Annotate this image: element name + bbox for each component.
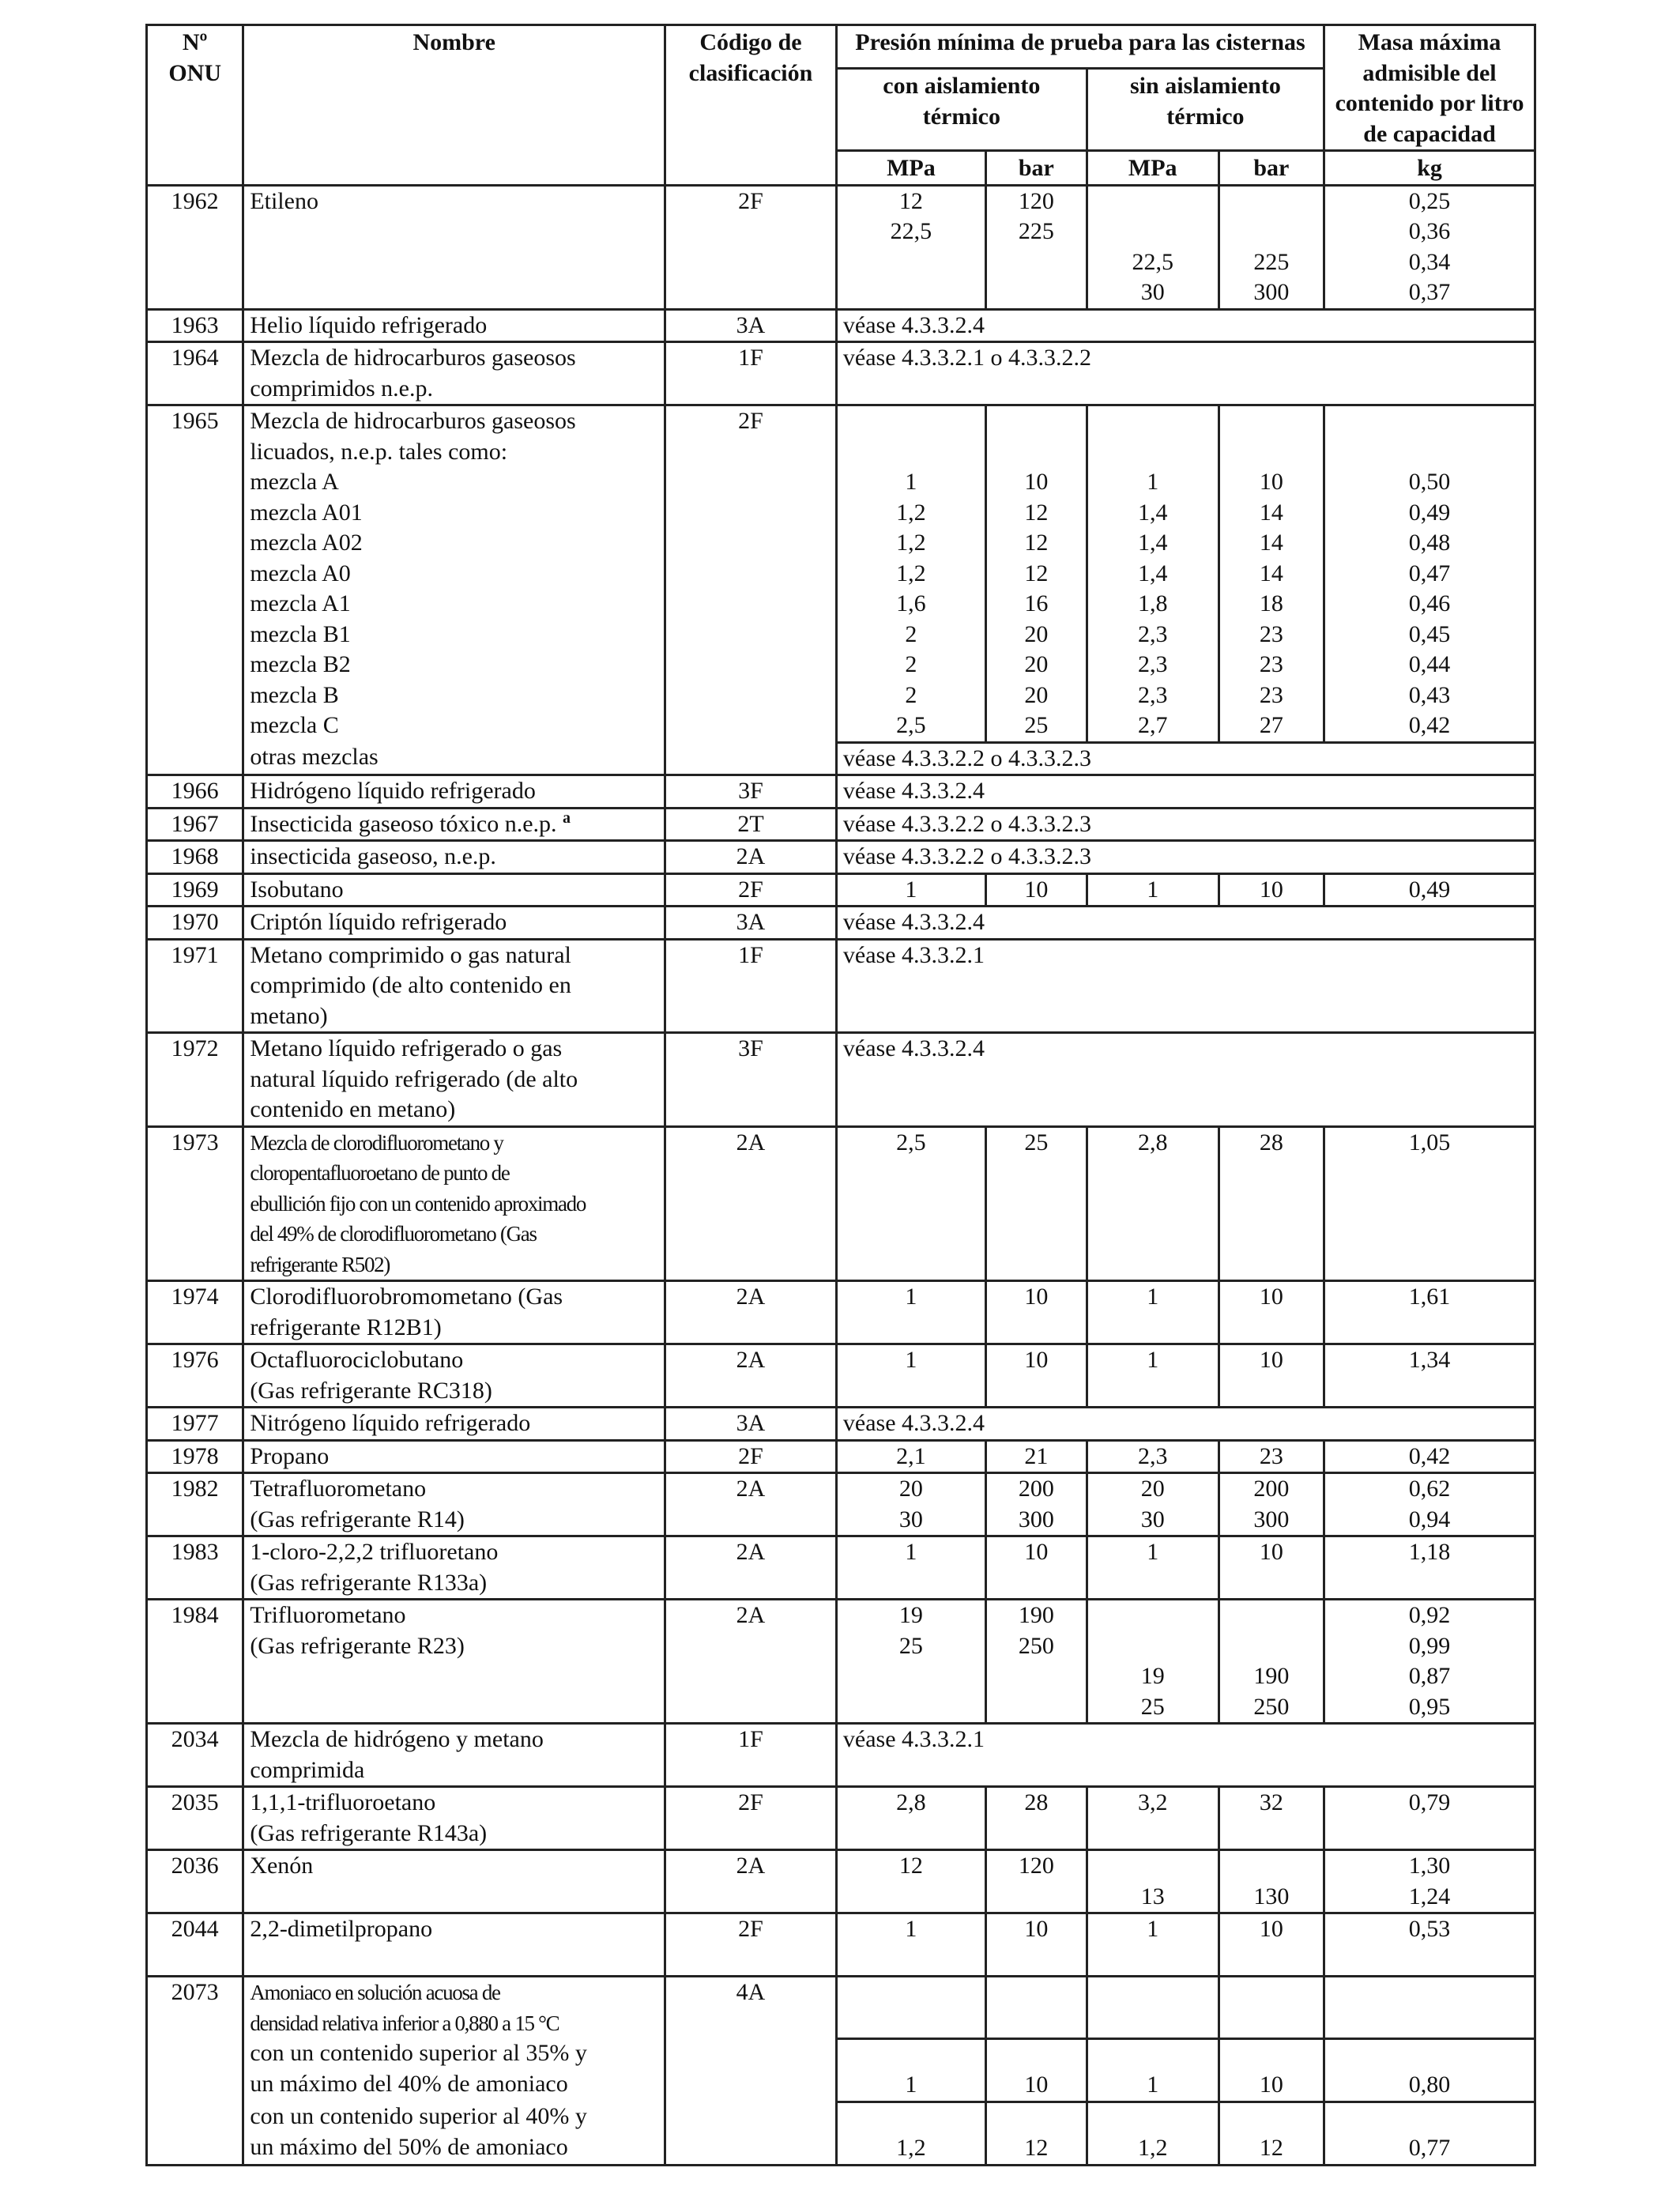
mpa-uninsulated-cell: 1 (1087, 1536, 1219, 1600)
bar-insulated-cell: 12 (985, 2102, 1087, 2165)
name-cell: Mezcla de hidrocarburos gaseosos comprimidos n.e.p. (243, 342, 665, 405)
onu-number-cell: 1969 (147, 873, 243, 907)
name-cell: con un contenido superior al 35% y un máximo del 40% de amoniaco (243, 2038, 665, 2102)
reference-note-cell: véase 4.3.3.2.4 (836, 907, 1535, 940)
name-cell: insecticida gaseoso, n.e.p. (243, 841, 665, 874)
mpa-insulated-cell: 1 (836, 1344, 985, 1408)
table-row (147, 309, 1535, 342)
table-row (147, 1977, 1535, 2039)
reference-note-cell: véase 4.3.3.2.2 o 4.3.3.2.3 (836, 808, 1535, 841)
onu-number-cell: 1971 (147, 939, 243, 1033)
onu-number-cell: 2073 (147, 1977, 243, 2166)
name-cell: Isobutano (243, 873, 665, 907)
classification-code-cell: 2A (665, 1344, 837, 1408)
bar-uninsulated-cell: 23 (1219, 1440, 1324, 1473)
bar-uninsulated-cell: 10 (1219, 873, 1324, 907)
onu-number-cell: 1982 (147, 1473, 243, 1536)
bar-uninsulated-cell: 10 (1219, 1344, 1324, 1408)
mass-kg-cell: 0,50 0,49 0,48 0,47 0,46 0,45 0,44 0,43 0,42 (1324, 405, 1535, 743)
onu-number-cell: 1966 (147, 775, 243, 809)
reference-note-cell: véase 4.3.3.2.4 (836, 1033, 1535, 1127)
onu-number-cell: 2035 (147, 1787, 243, 1850)
classification-code-cell: 3A (665, 309, 837, 342)
mpa-insulated-cell: 12 (836, 1850, 985, 1913)
onu-number-cell: 1974 (147, 1281, 243, 1344)
table-row (147, 1600, 1535, 1724)
table-row (147, 1440, 1535, 1473)
name-cell: Xenón (243, 1850, 665, 1913)
mass-kg-cell: 1,61 (1324, 1281, 1535, 1344)
mpa-insulated-cell: 2,8 (836, 1787, 985, 1850)
mpa-uninsulated-cell: 1 (1087, 1344, 1219, 1408)
header-bar-uninsulated: bar (1219, 151, 1324, 186)
table-row (147, 1408, 1535, 1441)
mass-kg-cell: 1,05 (1324, 1126, 1535, 1281)
classification-code-cell: 2A (665, 841, 837, 874)
bar-insulated-cell: 120 (985, 1850, 1087, 1913)
reference-note-cell: véase 4.3.3.2.2 o 4.3.3.2.3 (836, 742, 1535, 775)
onu-number-cell: 2036 (147, 1850, 243, 1913)
mpa-uninsulated-cell: 22,5 30 (1087, 185, 1219, 309)
onu-number-cell: 1972 (147, 1033, 243, 1127)
bar-uninsulated-cell: 190 250 (1219, 1600, 1324, 1724)
name-cell: otras mezclas (243, 742, 665, 775)
mpa-uninsulated-cell: 20 30 (1087, 1473, 1219, 1536)
classification-code-cell (665, 742, 837, 775)
reference-note-cell: véase 4.3.3.2.1 (836, 939, 1535, 1033)
mpa-uninsulated-cell (1087, 1977, 1219, 2039)
classification-code-cell: 3F (665, 1033, 837, 1127)
classification-code-cell: 2F (665, 1913, 837, 1977)
table-row (147, 1787, 1535, 1850)
onu-number-cell: 1964 (147, 342, 243, 405)
name-cell: Clorodifluorobromometano (Gas refrigerante R12B1) (243, 1281, 665, 1344)
mpa-uninsulated-cell: 13 (1087, 1850, 1219, 1913)
table-row (147, 1281, 1535, 1344)
classification-code-cell: 2A (665, 1473, 837, 1536)
classification-code-cell: 2F (665, 873, 837, 907)
mpa-uninsulated-cell: 2,3 (1087, 1440, 1219, 1473)
onu-number-cell: 1963 (147, 309, 243, 342)
name-cell: Metano líquido refrigerado o gas natural líquido refrigerado (de alto contenido en metano) (243, 1033, 665, 1127)
mass-kg-cell: 0,92 0,99 0,87 0,95 (1324, 1600, 1535, 1724)
header-uninsulated: sin aislamiento térmico (1087, 69, 1324, 151)
mpa-insulated-cell: 1,2 (836, 2102, 985, 2165)
name-cell: Tetrafluorometano (Gas refrigerante R14) (243, 1473, 665, 1536)
table-row (147, 1473, 1535, 1536)
name-cell: Etileno (243, 185, 665, 309)
bar-uninsulated-cell: 225 300 (1219, 185, 1324, 309)
mass-kg-cell: 0,42 (1324, 1440, 1535, 1473)
bar-insulated-cell: 10 (985, 1913, 1087, 1977)
table-body (147, 185, 1535, 2165)
mpa-uninsulated-cell: 1 1,4 1,4 1,4 1,8 2,3 2,3 2,3 2,7 (1087, 405, 1219, 743)
table-row (147, 775, 1535, 809)
onu-number-cell: 1965 (147, 405, 243, 743)
onu-number-cell: 1968 (147, 841, 243, 874)
classification-code-cell: 1F (665, 342, 837, 405)
header-code: Código de clasificación (665, 25, 837, 186)
bar-insulated-cell: 25 (985, 1126, 1087, 1281)
name-cell: Propano (243, 1440, 665, 1473)
onu-number-cell: 2044 (147, 1913, 243, 1977)
mpa-insulated-cell: 1 (836, 2038, 985, 2102)
classification-code-cell: 3A (665, 1408, 837, 1441)
table-row (147, 1913, 1535, 1977)
onu-number-cell (147, 742, 243, 775)
mpa-insulated-cell: 19 25 (836, 1600, 985, 1724)
table-row (147, 1724, 1535, 1787)
mpa-insulated-cell: 1 (836, 1281, 985, 1344)
mpa-uninsulated-cell: 19 25 (1087, 1600, 1219, 1724)
bar-insulated-cell: 10 (985, 2038, 1087, 2102)
onu-number-cell: 1976 (147, 1344, 243, 1408)
reference-note-cell: véase 4.3.3.2.4 (836, 775, 1535, 809)
mass-kg-cell: 0,25 0,36 0,34 0,37 (1324, 185, 1535, 309)
header-kg: kg (1324, 151, 1535, 186)
bar-insulated-cell: 28 (985, 1787, 1087, 1850)
reference-note-cell: véase 4.3.3.2.4 (836, 309, 1535, 342)
mpa-insulated-cell: 20 30 (836, 1473, 985, 1536)
header-mpa-insulated: MPa (836, 151, 985, 186)
header-name: Nombre (243, 25, 665, 186)
mpa-insulated-cell: 2,1 (836, 1440, 985, 1473)
bar-uninsulated-cell: 32 (1219, 1787, 1324, 1850)
name-cell: Nitrógeno líquido refrigerado (243, 1408, 665, 1441)
mpa-insulated-cell: 2,5 (836, 1126, 985, 1281)
bar-uninsulated-cell: 28 (1219, 1126, 1324, 1281)
mass-kg-cell: 0,62 0,94 (1324, 1473, 1535, 1536)
classification-code-cell: 2F (665, 1440, 837, 1473)
name-cell: Metano comprimido o gas natural comprimido (de alto contenido en metano) (243, 939, 665, 1033)
footnote-marker: a (563, 809, 571, 827)
reference-note-cell: véase 4.3.3.2.4 (836, 1408, 1535, 1441)
mpa-insulated-cell (836, 1977, 985, 2039)
name-cell: 1,1,1-trifluoroetano (Gas refrigerante R143a) (243, 1787, 665, 1850)
mpa-uninsulated-cell: 2,8 (1087, 1126, 1219, 1281)
bar-insulated-cell: 10 (985, 1281, 1087, 1344)
bar-insulated-cell: 21 (985, 1440, 1087, 1473)
onu-number-cell: 1967 (147, 808, 243, 841)
name-cell: Criptón líquido refrigerado (243, 907, 665, 940)
onu-number-cell: 1970 (147, 907, 243, 940)
classification-code-cell: 2A (665, 1536, 837, 1600)
header-mpa-uninsulated: MPa (1087, 151, 1219, 186)
name-cell: Trifluorometano (Gas refrigerante R23) (243, 1600, 665, 1724)
table-row (147, 342, 1535, 405)
bar-uninsulated-cell: 10 (1219, 1536, 1324, 1600)
mpa-uninsulated-cell: 1,2 (1087, 2102, 1219, 2165)
un-gas-tank-table (145, 24, 1536, 2166)
reference-note-cell: véase 4.3.3.2.1 (836, 1724, 1535, 1787)
classification-code-cell: 1F (665, 939, 837, 1033)
mpa-uninsulated-cell: 1 (1087, 873, 1219, 907)
classification-code-cell: 2F (665, 1787, 837, 1850)
classification-code-cell: 3A (665, 907, 837, 940)
bar-uninsulated-cell: 10 (1219, 2038, 1324, 2102)
mpa-insulated-cell: 1 (836, 1536, 985, 1600)
name-text: Insecticida gaseoso tóxico n.e.p. (250, 810, 557, 837)
table-row (147, 939, 1535, 1033)
table-row (147, 808, 1535, 841)
mass-kg-cell: 0,53 (1324, 1913, 1535, 1977)
header-mass: Masa máxima admisible del contenido por litro de capacidad (1324, 25, 1535, 151)
table-row (147, 1126, 1535, 1281)
table-subrow (147, 2102, 1535, 2165)
mpa-uninsulated-cell: 1 (1087, 2038, 1219, 2102)
mass-kg-cell: 0,49 (1324, 873, 1535, 907)
table-row (147, 907, 1535, 940)
mpa-uninsulated-cell: 1 (1087, 1281, 1219, 1344)
header-pressure: Presión mínima de prueba para las cisternas (836, 25, 1324, 69)
mass-kg-cell: 1,30 1,24 (1324, 1850, 1535, 1913)
onu-number-cell: 1962 (147, 185, 243, 309)
onu-number-cell: 2034 (147, 1724, 243, 1787)
bar-insulated-cell: 10 (985, 1344, 1087, 1408)
mpa-insulated-cell: 1 (836, 1913, 985, 1977)
name-cell: Octafluorociclobutano (Gas refrigerante RC318) (243, 1344, 665, 1408)
bar-insulated-cell: 10 (985, 1536, 1087, 1600)
classification-code-cell: 2A (665, 1600, 837, 1724)
table-row (147, 841, 1535, 874)
classification-code-cell: 2A (665, 1850, 837, 1913)
mpa-insulated-cell: 12 22,5 (836, 185, 985, 309)
name-cell: Hidrógeno líquido refrigerado (243, 775, 665, 809)
mpa-uninsulated-cell: 1 (1087, 1913, 1219, 1977)
classification-code-cell: 2T (665, 808, 837, 841)
table-subrow (147, 2038, 1535, 2102)
name-cell: 1-cloro-2,2,2 trifluoretano (Gas refrigerante R133a) (243, 1536, 665, 1600)
mass-kg-cell (1324, 1977, 1535, 2039)
table-row (147, 1536, 1535, 1600)
classification-code-cell: 2A (665, 1281, 837, 1344)
bar-insulated-cell: 120 225 (985, 185, 1087, 309)
name-cell: 2,2-dimetilpropano (243, 1913, 665, 1977)
onu-number-cell: 1978 (147, 1440, 243, 1473)
onu-number-cell: 1984 (147, 1600, 243, 1724)
bar-insulated-cell: 10 12 12 12 16 20 20 20 25 (985, 405, 1087, 743)
classification-code-cell: 3F (665, 775, 837, 809)
name-cell: Mezcla de hidrógeno y metano comprimida (243, 1724, 665, 1787)
bar-uninsulated-cell (1219, 1977, 1324, 2039)
header-onu: Nº ONU (147, 25, 243, 186)
classification-code-cell: 1F (665, 1724, 837, 1787)
mass-kg-cell: 0,80 (1324, 2038, 1535, 2102)
classification-code-cell: 2F (665, 185, 837, 309)
bar-uninsulated-cell: 200 300 (1219, 1473, 1324, 1536)
name-cell: Mezcla de hidrocarburos gaseosos licuados, n.e.p. tales como: mezcla A mezcla A01 mezcla A02 mezcla A0 mezcla A1 mezcla B1 mezcla B2 mezcla B mezcla C (243, 405, 665, 743)
mass-kg-cell: 1,34 (1324, 1344, 1535, 1408)
name-cell: Helio líquido refrigerado (243, 309, 665, 342)
name-cell: con un contenido superior al 40% y un máximo del 50% de amoniaco (243, 2102, 665, 2165)
bar-insulated-cell: 200 300 (985, 1473, 1087, 1536)
onu-number-cell: 1977 (147, 1408, 243, 1441)
bar-uninsulated-cell: 12 (1219, 2102, 1324, 2165)
table-subrow (147, 742, 1535, 775)
table-row (147, 185, 1535, 309)
mass-kg-cell: 1,18 (1324, 1536, 1535, 1600)
name-cell: Mezcla de clorodifluorometano y cloropentafluoroetano de punto de ebullición fijo con un contenido aproximado del 49% de clorodifluorometano (Gas refrigerante R502) (243, 1126, 665, 1281)
classification-code-cell: 2F (665, 405, 837, 743)
mass-kg-cell: 0,77 (1324, 2102, 1535, 2165)
mpa-uninsulated-cell: 3,2 (1087, 1787, 1219, 1850)
bar-uninsulated-cell: 10 (1219, 1913, 1324, 1977)
name-cell (243, 808, 665, 841)
onu-number-cell: 1983 (147, 1536, 243, 1600)
mpa-insulated-cell: 1 (836, 873, 985, 907)
table-row (147, 1850, 1535, 1913)
header-insulated: con aislamiento térmico (836, 69, 1087, 151)
table-row (147, 1033, 1535, 1127)
bar-uninsulated-cell: 10 (1219, 1281, 1324, 1344)
table-row (147, 1344, 1535, 1408)
onu-number-cell: 1973 (147, 1126, 243, 1281)
table-row (147, 405, 1535, 743)
bar-insulated-cell (985, 1977, 1087, 2039)
bar-uninsulated-cell: 130 (1219, 1850, 1324, 1913)
name-cell: Amoniaco en solución acuosa de densidad relativa inferior a 0,880 a 15 °C (243, 1977, 665, 2039)
mpa-insulated-cell: 1 1,2 1,2 1,2 1,6 2 2 2 2,5 (836, 405, 985, 743)
classification-code-cell: 4A (665, 1977, 837, 2166)
header-bar-insulated: bar (985, 151, 1087, 186)
table-row (147, 873, 1535, 907)
reference-note-cell: véase 4.3.3.2.1 o 4.3.3.2.2 (836, 342, 1535, 405)
reference-note-cell: véase 4.3.3.2.2 o 4.3.3.2.3 (836, 841, 1535, 874)
classification-code-cell: 2A (665, 1126, 837, 1281)
bar-uninsulated-cell: 10 14 14 14 18 23 23 23 27 (1219, 405, 1324, 743)
bar-insulated-cell: 190 250 (985, 1600, 1087, 1724)
bar-insulated-cell: 10 (985, 873, 1087, 907)
mass-kg-cell: 0,79 (1324, 1787, 1535, 1850)
